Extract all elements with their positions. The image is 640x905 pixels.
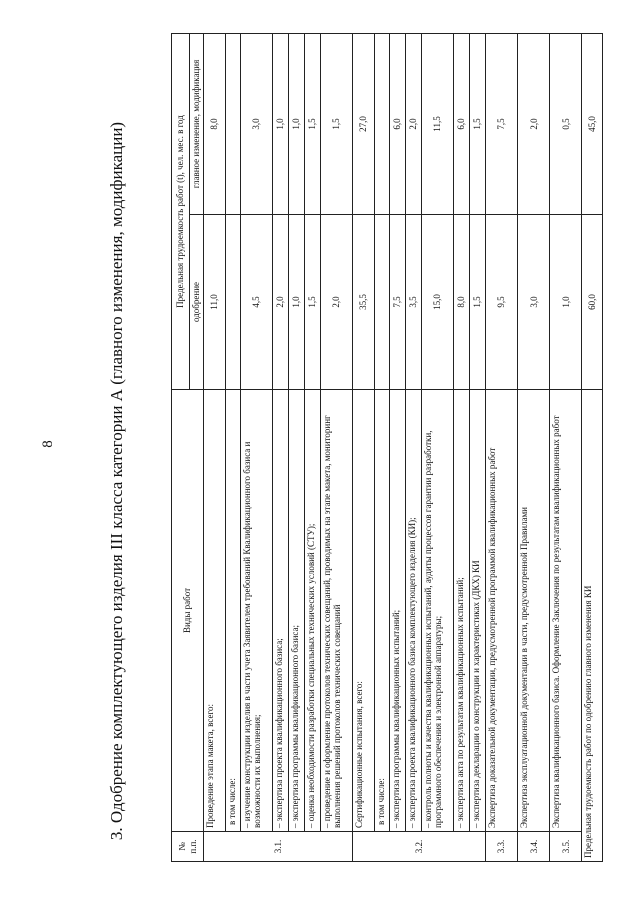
row-work: Экспертиза квалификационного базиса. Оформление Заключения по результатам квалификационных работ [550, 390, 582, 832]
total-change: 45,0 [582, 34, 603, 215]
section-heading: 3. Одобрение комплектующего изделия III класса категории А (главного изменения, модификации) [107, 121, 126, 841]
row-change [225, 34, 240, 215]
row-work: – экспертиза акта по результатам квалификационных испытаний; [453, 390, 469, 832]
row-change: 2,0 [405, 34, 421, 215]
row-num: 3.5. [550, 832, 582, 862]
row-approval: 35,5 [353, 215, 375, 390]
row-work: – экспертиза программы квалификационного базиса; [288, 390, 304, 832]
row-work: в том числе: [225, 390, 240, 832]
header-labor-group: Предельная трудоемкость работ (t), чел. мес. в год [172, 34, 190, 390]
row-approval: 9,5 [485, 215, 517, 390]
row-change: 6,0 [453, 34, 469, 215]
row-change: 7,5 [485, 34, 517, 215]
row-work: Сертификационные испытания, всего: [353, 390, 375, 832]
row-approval: 3,5 [405, 215, 421, 390]
header-change: главное изменение, модификация [190, 34, 204, 215]
row-approval: 8,0 [453, 215, 469, 390]
row-change: 1,5 [304, 34, 320, 215]
labor-table-container [171, 34, 603, 862]
row-change: 27,0 [353, 34, 375, 215]
header-approval: одобрение [190, 215, 204, 390]
row-change: 3,0 [240, 34, 272, 215]
row-approval [374, 215, 389, 390]
total-approval: 60,0 [582, 215, 603, 390]
row-work: – экспертиза проекта квалификационного базиса; [272, 390, 288, 832]
row-approval: 2,0 [320, 215, 352, 390]
row-approval [225, 215, 240, 390]
labor-table [171, 33, 603, 862]
row-approval: 7,5 [389, 215, 405, 390]
row-work: – экспертиза проекта квалификационного базиса комплектующего изделия (КИ); [405, 390, 421, 832]
row-work: Экспертиза эксплуатационной документации в части, предусмотренной Правилами [518, 390, 550, 832]
header-num: № п.п. [172, 832, 204, 862]
row-work: Экспертиза доказательной документации, предусмотренной программой квалификационных работ [485, 390, 517, 832]
row-approval: 3,0 [518, 215, 550, 390]
row-approval: 1,0 [288, 215, 304, 390]
row-work: – проведение и оформление протоколов технических совещаний, проводимых на этапе макета, мониторинг выполнения решений протоколов технических совещаний [320, 390, 352, 832]
row-change: 1,0 [272, 34, 288, 215]
row-change: 11,5 [421, 34, 453, 215]
row-approval: 1,0 [550, 215, 582, 390]
row-change: 0,5 [550, 34, 582, 215]
row-work: – изучение конструкции изделия в части учета Заявителем требований Квалификационного базиса и возможности их выполнения; [240, 390, 272, 832]
row-approval: 2,0 [272, 215, 288, 390]
row-change: 1,0 [288, 34, 304, 215]
row-work: – экспертиза декларации о конструкции и характеристиках (ДКХ) КИ [469, 390, 485, 832]
row-work: Проведение этапа макета, всего: [204, 390, 226, 832]
row-work: – оценка необходимости разработки специальных технических условий (СТУ); [304, 390, 320, 832]
row-work: – контроль полноты и качества квалификационных испытаний, аудиты процессов гарантии разработки, программного обеспечения и электронной аппаратуры; [421, 390, 453, 832]
row-num: 3.2. [353, 832, 486, 862]
row-num: 3.1. [204, 832, 353, 862]
row-work: в том числе: [374, 390, 389, 832]
row-change: 1,5 [320, 34, 352, 215]
row-change [374, 34, 389, 215]
row-approval: 11,0 [204, 215, 226, 390]
row-approval: 1,5 [304, 215, 320, 390]
row-change: 6,0 [389, 34, 405, 215]
row-num: 3.3. [485, 832, 517, 862]
row-approval: 1,5 [469, 215, 485, 390]
row-approval: 4,5 [240, 215, 272, 390]
page-number: 8 [40, 440, 56, 448]
row-change: 2,0 [518, 34, 550, 215]
row-work: – экспертиза программы квалификационных испытаний; [389, 390, 405, 832]
total-label: Предельная трудоемкость работ по одобрению главного изменения КИ [582, 390, 603, 862]
row-num: 3.4. [518, 832, 550, 862]
header-works: Виды работ [172, 390, 204, 832]
row-change: 1,5 [469, 34, 485, 215]
row-approval: 15,0 [421, 215, 453, 390]
row-change: 8,0 [204, 34, 226, 215]
